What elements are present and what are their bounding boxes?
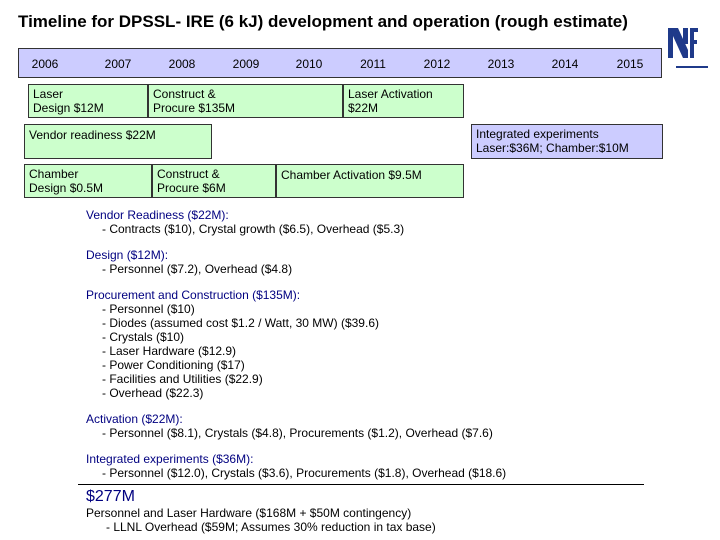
bar-chamber-design [24, 164, 152, 198]
year-label: 2010 [295, 57, 323, 71]
note-item: - Personnel ($7.2), Overhead ($4.8) [102, 262, 293, 276]
bar-construct-procure [148, 84, 343, 118]
year-label: 2014 [551, 57, 579, 71]
note-heading: Procurement and Construction ($135M): [86, 288, 301, 302]
total-summary [86, 506, 436, 534]
cost-breakdown-notes [86, 208, 686, 480]
bar-laser-activation [343, 84, 464, 118]
bar-chamber-construct [152, 164, 276, 198]
note-heading: Vendor Readiness ($22M): [86, 208, 229, 222]
bar-text: Chamber [29, 167, 79, 181]
note-item: - Diodes (assumed cost $1.2 / Watt, 30 MW) ($39.6) [102, 316, 379, 330]
note-item: - Laser Hardware ($12.9) [102, 344, 237, 358]
logo-underline [676, 66, 708, 68]
year-timeline [18, 48, 662, 78]
year-label: 2011 [360, 57, 386, 71]
year-label: 2015 [616, 57, 644, 71]
year-label: 2013 [487, 57, 515, 71]
year-label: 2009 [232, 57, 260, 71]
bar-laser-design [28, 84, 148, 118]
bar-text: Construct & [157, 167, 220, 181]
year-label: 2006 [31, 57, 59, 71]
year-label: 2008 [168, 57, 196, 71]
note-item: - Facilities and Utilities ($22.9) [102, 372, 263, 386]
bar-vendor-readiness: Vendor readiness $22M [24, 124, 212, 159]
bar-text: Laser:$36M; Chamber:$10M [476, 141, 629, 155]
note-item: - Personnel ($10) [102, 302, 195, 316]
bar-text: Procure $6M [157, 181, 226, 195]
bar-integrated-experiments [471, 124, 663, 159]
bar-text: Design $12M [33, 101, 104, 115]
bar-text: Integrated experiments [476, 127, 599, 141]
summary-line: - LLNL Overhead ($59M; Assumes 30% reduction in tax base) [106, 520, 436, 534]
note-heading: Activation ($22M): [86, 412, 183, 426]
bar-text: Design $0.5M [29, 181, 104, 195]
year-label: 2012 [423, 57, 451, 71]
bar-text: $22M [348, 101, 379, 115]
bar-text: Construct & [153, 87, 216, 101]
total-cost: $277M [86, 488, 135, 505]
note-item: - Overhead ($22.3) [102, 386, 204, 400]
note-heading: Design ($12M): [86, 248, 169, 262]
bar-text: Laser Activation [348, 87, 433, 101]
note-item: - Contracts ($10), Crystal growth ($6.5), Overhead ($5.3) [102, 222, 405, 236]
summary-line: Personnel and Laser Hardware ($168M + $50M contingency) [86, 506, 412, 520]
note-item: - Crystals ($10) [102, 330, 185, 344]
note-item: - Personnel ($12.0), Crystals ($3.6), Procurements ($1.8), Overhead ($18.6) [102, 466, 507, 480]
year-label: 2007 [104, 57, 132, 71]
bar-text: Procure $135M [153, 101, 236, 115]
note-heading: Integrated experiments ($36M): [86, 452, 254, 466]
bar-chamber-activation: Chamber Activation $9.5M [276, 164, 464, 198]
note-item: - Power Conditioning ($17) [102, 358, 245, 372]
nif-logo [668, 26, 698, 60]
page-title: Timeline for DPSSL- IRE (6 kJ) development and operation (rough estimate) [18, 12, 628, 31]
total-divider [78, 484, 644, 485]
note-item: - Personnel ($8.1), Crystals ($4.8), Procurements ($1.2), Overhead ($7.6) [102, 426, 493, 440]
bar-text: Laser [33, 87, 64, 101]
